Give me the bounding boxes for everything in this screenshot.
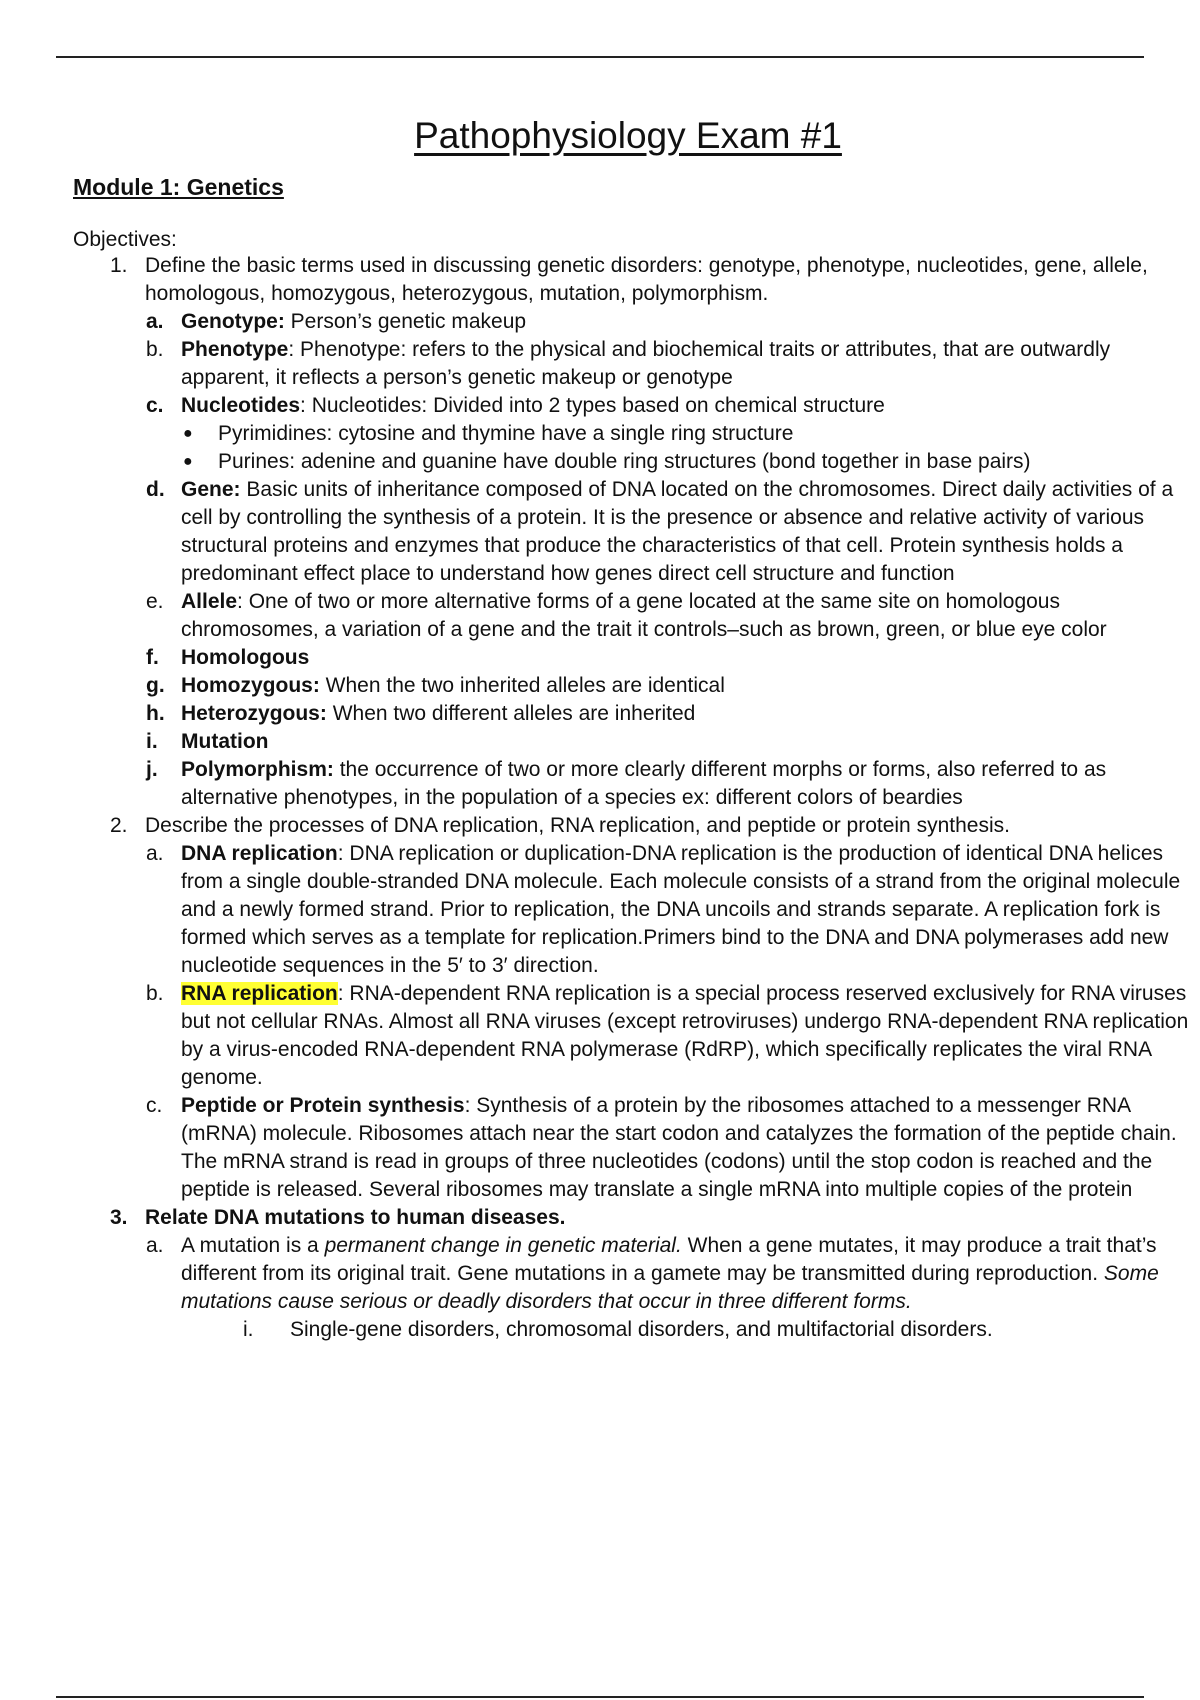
list-marker: b.	[146, 982, 164, 1005]
text-segment: A mutation is a	[181, 1234, 325, 1257]
highlighted-term: RNA replication	[181, 982, 338, 1005]
sub-list-item	[0, 1316, 1200, 1344]
objective-1	[0, 252, 1200, 308]
module-heading: Module 1: Genetics	[73, 174, 284, 200]
term: Mutation	[181, 730, 269, 753]
term: Allele	[181, 590, 238, 613]
term: Genotype:	[181, 310, 285, 333]
definition: : Nucleotides: Divided into 2 types based on chemical structure	[300, 394, 885, 417]
bottom-rule	[56, 1696, 1144, 1698]
list-item	[0, 392, 1200, 420]
objective-3	[0, 1204, 1200, 1232]
list-item	[0, 728, 1200, 756]
list-item	[0, 336, 1200, 392]
term: DNA replication	[181, 842, 338, 865]
list-marker: 1.	[110, 254, 128, 277]
italic-segment: Some mutations cause serious or deadly disorders that occur in three different forms.	[181, 1262, 1159, 1313]
bullet-icon: ●	[183, 453, 193, 470]
list-marker: h.	[146, 702, 165, 725]
text-segment: When a gene mutates, it may produce a trait that’s different from its original trait. Gene mutations in a gamete may be transmitted during reproduction.	[181, 1234, 1157, 1285]
definition: When the two inherited alleles are identical	[319, 674, 725, 697]
objective-text: Describe the processes of DNA replication, RNA replication, and peptide or protein synthesis.	[145, 814, 1010, 837]
definition: Person’s genetic makeup	[284, 310, 527, 333]
objective-text: Relate DNA mutations to human diseases.	[145, 1206, 566, 1229]
bullet-text: Pyrimidines: cytosine and thymine have a single ring structure	[218, 422, 794, 445]
list-marker: j.	[146, 758, 158, 781]
definition: When two different alleles are inherited	[326, 702, 696, 725]
list-marker: g.	[146, 674, 165, 697]
list-item	[0, 476, 1200, 588]
list-item	[0, 840, 1200, 980]
objectives-list	[0, 252, 1200, 1344]
sub-item-text: Single-gene disorders, chromosomal disorders, and multifactorial disorders.	[290, 1318, 993, 1341]
term: Peptide or Protein synthesis	[181, 1094, 465, 1117]
list-marker: 2.	[110, 814, 128, 837]
objective-2	[0, 812, 1200, 840]
term: Homologous	[181, 646, 310, 669]
page-title: Pathophysiology Exam #1	[414, 115, 842, 156]
definition: : Phenotype: refers to the physical and biochemical traits or attributes, that are outwardly apparent, it reflects a person’s genetic makeup or genotype	[181, 338, 1111, 389]
list-marker: 3.	[110, 1206, 128, 1229]
term: Gene:	[181, 478, 241, 501]
list-marker: i.	[146, 730, 158, 753]
term: Polymorphism:	[181, 758, 334, 781]
list-item	[0, 308, 1200, 336]
list-marker: d.	[146, 478, 165, 501]
definition: : One of two or more alternative forms of a gene located at the same site on homologous chromosomes, a variation of a gene and the trait it controls–such as brown, green, or blue eye color	[181, 590, 1107, 641]
objectives-label: Objectives:	[73, 228, 177, 251]
italic-segment: permanent change in genetic material.	[324, 1234, 682, 1257]
definition: Basic units of inheritance composed of DNA located on the chromosomes. Direct daily activities of a cell by controlling the synthesis of a protein. It is the presence or absence and relative activity of various structural proteins and enzymes that produce the characteristics of that cell. Protein synthesis holds a predominant effect place to understand how genes direct cell structure and function	[181, 478, 1174, 585]
list-marker: e.	[146, 590, 164, 613]
term: Nucleotides	[181, 394, 301, 417]
list-marker: c.	[146, 1094, 163, 1117]
objective-text: Define the basic terms used in discussing genetic disorders: genotype, phenotype, nucleotides, gene, allele, homologous, homozygous, heterozygous, mutation, polymorphism.	[145, 254, 1148, 305]
list-item	[0, 756, 1200, 812]
bullet-item	[0, 448, 1200, 476]
list-marker: f.	[146, 646, 159, 669]
definition: : DNA replication or duplication-DNA replication is the production of identical DNA helices from a single double-stranded DNA molecule. Each molecule consists of a strand from the original molecule and a newly formed strand. Prior to replication, the DNA uncoils and strands separate. A replication fork is formed which serves as a template for replication.Primers bind to the DNA and DNA polymerases add new nucleotide sequences in the 5′ to 3′ direction.	[181, 842, 1181, 977]
list-marker: c.	[146, 394, 164, 417]
list-item	[0, 700, 1200, 728]
list-marker: i.	[243, 1318, 254, 1341]
list-item	[0, 644, 1200, 672]
list-item	[0, 1232, 1200, 1316]
bullet-text: Purines: adenine and guanine have double ring structures (bond together in base pairs)	[218, 450, 1031, 473]
top-rule	[56, 56, 1144, 58]
list-item	[0, 672, 1200, 700]
bullet-icon: ●	[183, 425, 193, 442]
list-item	[0, 1092, 1200, 1204]
definition: the occurrence of two or more clearly different morphs or forms, also referred to as alternative phenotypes, in the population of a species ex: different colors of beardies	[181, 758, 1107, 809]
term: Homozygous:	[181, 674, 320, 697]
list-item	[0, 980, 1200, 1092]
term: Heterozygous:	[181, 702, 327, 725]
list-marker: a.	[146, 310, 164, 333]
bullet-item	[0, 420, 1200, 448]
list-marker: a.	[146, 842, 164, 865]
list-item	[0, 588, 1200, 644]
list-marker: a.	[146, 1234, 164, 1257]
definition: : Synthesis of a protein by the ribosomes attached to a messenger RNA (mRNA) molecule. Ribosomes attach near the start codon and catalyzes the formation of the peptide chain. The mRNA strand is read in groups of three nucleotides (codons) until the stop codon is reached and the peptide is released. Several ribosomes may translate a single mRNA into multiple copies of the protein	[181, 1094, 1177, 1201]
term: Phenotype	[181, 338, 289, 361]
list-marker: b.	[146, 338, 164, 361]
definition: : RNA-dependent RNA replication is a special process reserved exclusively for RNA viruses but not cellular RNAs. Almost all RNA viruses (except retroviruses) undergo RNA-dependent RNA replication by a virus-encoded RNA-dependent RNA polymerase (RdRP), which specifically replicates the viral RNA genome.	[181, 982, 1189, 1089]
